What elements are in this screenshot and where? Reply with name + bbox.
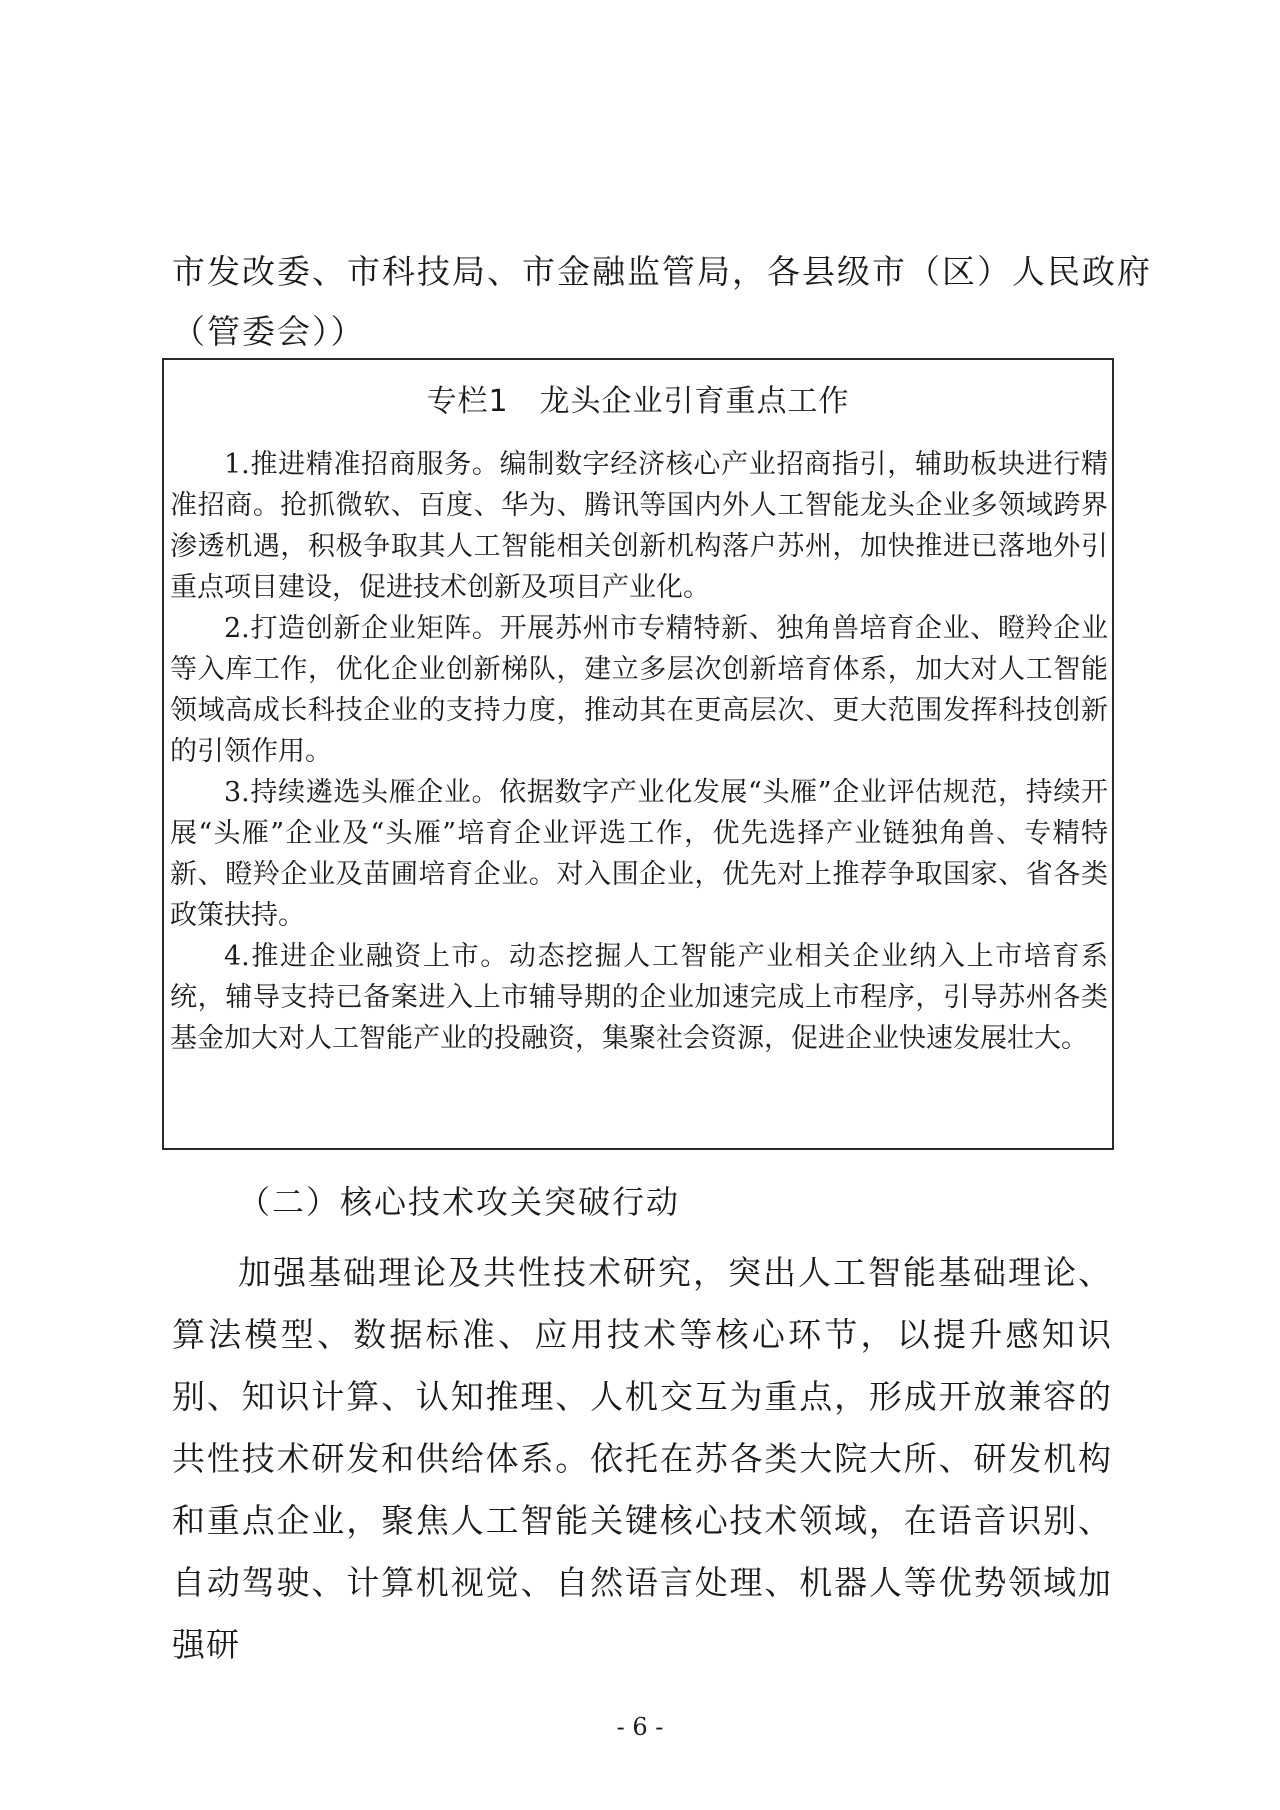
- column-title: 专栏1 龙头企业引育重点工作: [426, 384, 850, 419]
- lead-text-line-2: （管委会））: [172, 312, 366, 351]
- column-body: [170, 444, 1108, 1059]
- section-heading: （二）核心技术攻关突破行动: [238, 1183, 681, 1221]
- page-number: - 6 -: [616, 1713, 664, 1741]
- column-paragraph-4: 4.推进企业融资上市。动态挖掘人工智能产业相关企业纳入上市培育系统，辅导支持已备案进入上市辅导期的企业加速完成上市程序，引导苏州各类基金加大对人工智能产业的投融资，集聚社会资源，促进企业快速发展壮大。: [170, 941, 1108, 1054]
- lead-text-line-1: 市发改委、市科技局、市金融监管局，各县级市（区）人民政府: [172, 252, 1152, 291]
- feature-column-box: [162, 358, 1114, 1150]
- column-paragraph-2: 2.打造创新企业矩阵。开展苏州市专精特新、独角兽培育企业、瞪羚企业等入库工作，优化企业创新梯队，建立多层次创新培育体系，加大对人工智能领域高成长科技企业的支持力度，推动其在更高层次、更大范围发挥科技创新的引领作用。: [170, 613, 1108, 767]
- column-paragraph-3: 3.持续遴选头雁企业。依据数字产业化发展“头雁”企业评估规范，持续开展“头雁”企业及“头雁”培育企业评选工作，优先选择产业链独角兽、专精特新、瞪羚企业及苗圃培育企业。对入围企业，优先对上推荐争取国家、省各类政策扶持。: [170, 777, 1108, 931]
- column-paragraph-1: 1.推进精准招商服务。编制数字经济核心产业招商指引，辅助板块进行精准招商。抢抓微软、百度、华为、腾讯等国内外人工智能龙头企业多领域跨界渗透机遇，积极争取其人工智能相关创新机构落户苏州，加快推进已落地外引重点项目建设，促进技术创新及项目产业化。: [170, 449, 1108, 603]
- section-body-paragraph: 加强基础理论及共性技术研究，突出人工智能基础理论、算法模型、数据标准、应用技术等核心环节，以提升感知识别、知识计算、认知推理、人机交互为重点，形成开放兼容的共性技术研发和供给体系。依托在苏各类大院大所、研发机构和重点企业，聚焦人工智能关键核心技术领域，在语音识别、自动驾驶、计算机视觉、自然语言处理、机器人等优势领域加强研: [172, 1253, 1112, 1664]
